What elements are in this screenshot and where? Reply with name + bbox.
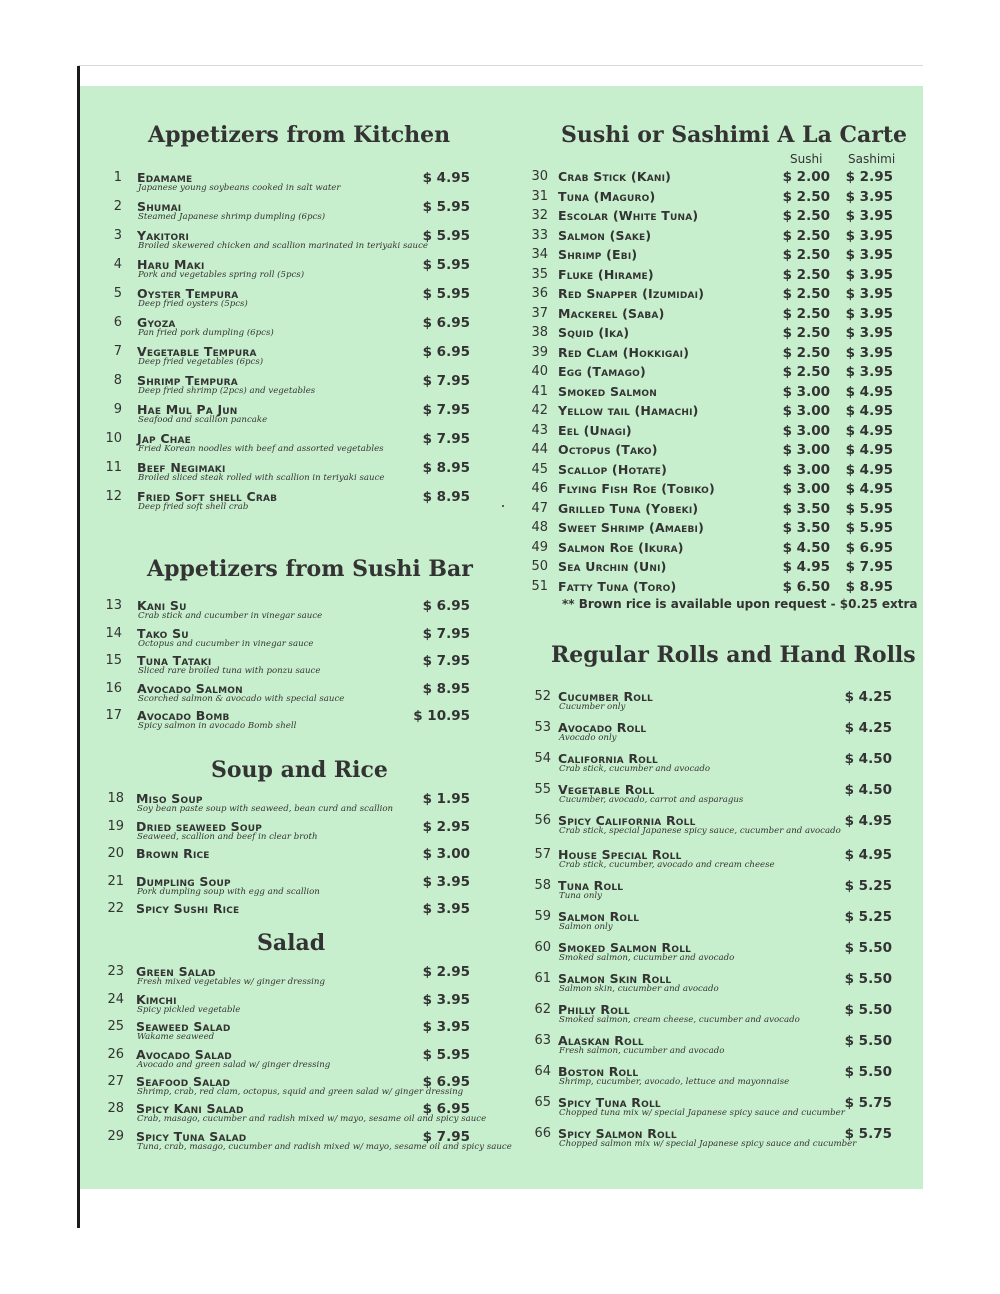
item-number: 66 <box>534 1126 551 1141</box>
item-name: Spicy Sushi Rice <box>136 901 240 916</box>
item-name: Oyster Tempura <box>137 286 239 301</box>
item-price: $ 5.95 <box>422 286 470 302</box>
item-description: Crab stick and cucumber in vinegar sauce <box>138 611 323 621</box>
item-description: Fresh mixed vegetables w/ ginger dressing <box>137 977 325 987</box>
item-name: Dried seaweed Soup <box>136 819 263 834</box>
item-number: 24 <box>107 992 124 1007</box>
item-price: $ 2.95 <box>422 819 470 835</box>
item-description: Soy bean paste soup with seaweed, bean curd and scallion <box>137 804 394 814</box>
item-name: Sweet Shrimp (Amaebi) <box>558 520 705 535</box>
item-name: Edamame <box>137 170 193 185</box>
item-name: Squid (Ika) <box>558 325 630 340</box>
item-price: $ 4.50 <box>844 782 892 798</box>
item-price: $ 5.25 <box>844 909 892 925</box>
item-price: $ 5.75 <box>844 1126 892 1142</box>
item-price: $ 7.95 <box>422 626 470 642</box>
item-name: Tako Su <box>137 626 189 641</box>
item-price: $ 10.95 <box>413 708 470 724</box>
item-description: Smoked salmon, cucumber and avocado <box>559 953 735 963</box>
item-name: Vegetable Roll <box>558 782 655 797</box>
item-name: Salmon Roe (Ikura) <box>558 539 684 555</box>
item-description: Pork and vegetables spring roll (5pcs) <box>138 270 305 280</box>
item-description: Tuna, crab, masago, cucumber and radish mixed w/ mayo, sesame oil and spicy sauce <box>137 1142 512 1152</box>
item-description: Shrimp, crab, red clam, octopus, squid and green salad w/ ginger dressing <box>137 1087 464 1097</box>
sushi-price: $ 4.95 <box>782 559 830 575</box>
item-name: Fatty Tuna (Toro) <box>558 578 677 594</box>
item-description: Chopped salmon mix w/ special Japanese spicy sauce and cucumber <box>559 1139 857 1149</box>
brown-rice-note: ** Brown rice is available upon request - $0.25 extra <box>562 597 918 611</box>
item-name: Beef Negimaki <box>137 460 226 475</box>
item-price: $ 5.95 <box>422 199 470 215</box>
sashimi-price: $ 2.95 <box>845 169 893 185</box>
item-number: 49 <box>531 539 548 555</box>
item-number: 34 <box>531 247 548 262</box>
sushi-price: $ 2.50 <box>782 247 830 263</box>
sashimi-price: $ 3.95 <box>845 364 893 380</box>
item-number: 62 <box>534 1002 551 1017</box>
item-name: Jap Chae <box>137 431 191 446</box>
sashimi-price: $ 4.95 <box>845 403 893 419</box>
sashimi-price: $ 3.95 <box>845 188 893 205</box>
item-price: $ 4.25 <box>844 689 892 705</box>
item-description: Tuna only <box>559 891 602 901</box>
sushi-price: $ 2.50 <box>782 364 830 380</box>
item-name: Tuna (Maguro) <box>558 188 656 204</box>
item-description: Smoked salmon, cream cheese, cucumber and avocado <box>559 1015 800 1025</box>
item-name: Shrimp (Ebi) <box>558 247 638 262</box>
item-number: 56 <box>534 813 551 828</box>
item-price: $ 3.95 <box>422 901 470 917</box>
item-description: Crab stick, special Japanese spicy sauce, cucumber and avocado <box>559 826 841 836</box>
item-number: 61 <box>534 971 551 986</box>
item-number: 65 <box>534 1095 551 1110</box>
item-price: $ 5.50 <box>844 1002 892 1018</box>
item-name: Avocado Roll <box>558 720 647 735</box>
item-number: 13 <box>105 598 122 613</box>
sashimi-price: $ 8.95 <box>845 578 893 595</box>
item-name: Yellow tail (Hamachi) <box>558 403 699 418</box>
item-name: Kimchi <box>136 992 177 1007</box>
item-description: Shrimp, cucumber, avocado, lettuce and mayonnaise <box>559 1077 790 1087</box>
item-name: Fried Soft shell Crab <box>137 489 278 504</box>
item-name: Crab Stick (Kani) <box>558 169 672 184</box>
item-price: $ 5.50 <box>844 940 892 956</box>
item-number: 47 <box>531 500 548 516</box>
item-name: Tuna Tataki <box>137 653 212 668</box>
item-number: 7 <box>113 344 122 359</box>
item-description: Crab stick, cucumber, avocado and cream cheese <box>559 860 775 870</box>
item-number: 28 <box>107 1101 124 1116</box>
item-number: 51 <box>531 578 548 594</box>
item-number: 5 <box>113 286 122 301</box>
item-number: 43 <box>531 422 548 438</box>
item-name: Dumpling Soup <box>136 874 231 889</box>
item-number: 27 <box>107 1074 124 1089</box>
item-number: 35 <box>531 266 548 282</box>
item-price: $ 5.50 <box>844 1033 892 1049</box>
item-name: Avocado Bomb <box>137 708 230 723</box>
item-name: Shumai <box>137 199 182 214</box>
sushi-price: $ 3.00 <box>782 442 830 458</box>
column-header-sushi: Sushi <box>790 152 823 166</box>
item-price: $ 7.95 <box>422 402 470 418</box>
item-description: Japanese young soybeans cooked in salt water <box>138 183 341 193</box>
item-price: $ 8.95 <box>422 681 470 697</box>
item-description: Broiled skewered chicken and scallion marinated in teriyaki sauce <box>138 241 428 251</box>
item-description: Pan fried pork dumpling (6pcs) <box>138 328 274 338</box>
item-name: Green Salad <box>136 964 216 979</box>
sashimi-price: $ 4.95 <box>845 422 893 439</box>
item-number: 17 <box>105 708 122 723</box>
item-price: $ 6.95 <box>422 344 470 360</box>
item-name: Brown Rice <box>136 846 210 861</box>
item-number: 6 <box>113 315 122 330</box>
item-price: $ 5.25 <box>844 878 892 894</box>
section-title-kitchen: Appetizers from Kitchen <box>148 122 451 148</box>
item-name: Salmon Roll <box>558 909 640 924</box>
item-name: Hae Mul Pa Jun <box>137 402 238 417</box>
section-title-soup: Soup and Rice <box>211 757 388 783</box>
item-price: $ 7.95 <box>422 653 470 669</box>
item-number: 54 <box>534 751 551 766</box>
item-description: Spicy salmon in avocado Bomb shell <box>138 721 297 731</box>
item-name: Kani Su <box>137 598 187 613</box>
paper-speck <box>502 505 504 507</box>
item-name: Boston Roll <box>558 1064 639 1079</box>
item-number: 39 <box>531 344 548 360</box>
item-number: 14 <box>105 626 122 641</box>
item-number: 12 <box>105 489 122 504</box>
item-description: Fried Korean noodles with beef and assorted vegetables <box>138 444 384 454</box>
item-name: Tuna Roll <box>558 878 624 893</box>
item-name: Smoked Salmon <box>558 383 657 399</box>
sashimi-price: $ 4.95 <box>845 383 893 400</box>
item-name: Red Clam (Hokkigai) <box>558 344 690 360</box>
item-number: 20 <box>107 846 124 861</box>
item-price: $ 5.50 <box>844 971 892 987</box>
item-number: 32 <box>531 208 548 223</box>
item-number: 38 <box>531 325 548 340</box>
sashimi-price: $ 7.95 <box>845 559 893 575</box>
item-number: 19 <box>107 819 124 834</box>
item-price: $ 6.95 <box>422 598 470 614</box>
item-description: Steamed Japanese shrimp dumpling (6pcs) <box>138 212 326 222</box>
item-description: Broiled sliced steak rolled with scallion in teriyaki sauce <box>138 473 385 483</box>
item-number: 46 <box>531 481 548 496</box>
item-number: 60 <box>534 940 551 955</box>
item-description: Avocado and green salad w/ ginger dressing <box>137 1060 331 1070</box>
item-price: $ 8.95 <box>422 489 470 505</box>
sushi-price: $ 3.50 <box>782 500 830 517</box>
item-name: Seafood Salad <box>136 1074 231 1089</box>
sashimi-price: $ 3.95 <box>845 325 893 341</box>
sushi-price: $ 3.00 <box>782 481 830 497</box>
item-number: 2 <box>113 199 122 214</box>
sushi-price: $ 6.50 <box>782 578 830 595</box>
sushi-price: $ 3.00 <box>782 461 830 478</box>
item-number: 42 <box>531 403 548 418</box>
sashimi-price: $ 6.95 <box>845 539 893 556</box>
sushi-price: $ 3.00 <box>782 422 830 439</box>
item-name: Grilled Tuna (Yobeki) <box>558 500 699 516</box>
item-number: 18 <box>107 791 124 806</box>
sashimi-price: $ 5.95 <box>845 500 893 517</box>
sushi-price: $ 2.50 <box>782 305 830 322</box>
item-name: Avocado Salmon <box>137 681 243 696</box>
item-number: 30 <box>531 169 548 184</box>
section-title-sushi-bar: Appetizers from Sushi Bar <box>147 556 473 582</box>
sashimi-price: $ 3.95 <box>845 266 893 283</box>
sashimi-price: $ 3.95 <box>845 227 893 244</box>
item-description: Avocado only <box>559 733 617 743</box>
item-number: 3 <box>113 228 122 243</box>
item-name: Yakitori <box>137 228 190 243</box>
item-number: 9 <box>113 402 122 417</box>
item-name: Escolar (White Tuna) <box>558 208 699 223</box>
item-number: 59 <box>534 909 551 924</box>
sushi-price: $ 2.00 <box>782 169 830 185</box>
item-number: 23 <box>107 964 124 979</box>
item-price: $ 6.95 <box>422 1074 470 1090</box>
item-price: $ 4.95 <box>422 170 470 186</box>
item-description: Chopped tuna mix w/ special Japanese spicy sauce and cucumber <box>559 1108 845 1118</box>
item-price: $ 7.95 <box>422 373 470 389</box>
sushi-price: $ 2.50 <box>782 286 830 302</box>
item-name: Egg (Tamago) <box>558 364 646 379</box>
item-name: Spicy California Roll <box>558 813 696 828</box>
item-name: Spicy Tuna Salad <box>136 1129 247 1144</box>
item-name: Salmon (Sake) <box>558 227 652 243</box>
sushi-price: $ 2.50 <box>782 344 830 361</box>
item-description: Spicy pickled vegetable <box>137 1005 241 1015</box>
item-number: 57 <box>534 847 551 862</box>
item-description: Cucumber, avocado, carrot and asparagus <box>559 795 744 805</box>
item-name: Haru Maki <box>137 257 205 272</box>
item-number: 64 <box>534 1064 551 1079</box>
item-number: 4 <box>113 257 122 272</box>
item-name: Vegetable Tempura <box>137 344 257 359</box>
item-price: $ 1.95 <box>422 791 470 807</box>
sushi-price: $ 2.50 <box>782 227 830 244</box>
item-name: California Roll <box>558 751 658 766</box>
item-name: Philly Roll <box>558 1002 630 1017</box>
item-number: 55 <box>534 782 551 797</box>
item-price: $ 2.95 <box>422 964 470 980</box>
item-name: Spicy Kani Salad <box>136 1101 244 1116</box>
item-number: 10 <box>105 431 122 446</box>
item-number: 8 <box>113 373 122 388</box>
item-name: Gyoza <box>137 315 176 330</box>
item-name: Shrimp Tempura <box>137 373 238 388</box>
item-number: 29 <box>107 1129 124 1144</box>
item-price: $ 6.95 <box>422 1101 470 1117</box>
item-number: 22 <box>107 901 124 916</box>
item-price: $ 5.95 <box>422 257 470 273</box>
item-description: Deep fried oysters (5pcs) <box>138 299 248 309</box>
item-price: $ 7.95 <box>422 1129 470 1145</box>
item-description: Seaweed, scallion and beef in clear broth <box>137 832 318 842</box>
item-number: 11 <box>105 460 122 475</box>
item-number: 37 <box>531 305 548 321</box>
item-number: 40 <box>531 364 548 379</box>
item-description: Salmon only <box>559 922 613 932</box>
item-name: Octopus (Tako) <box>558 442 658 457</box>
item-number: 26 <box>107 1047 124 1062</box>
item-description: Cucumber only <box>559 702 626 712</box>
sushi-price: $ 4.50 <box>782 539 830 556</box>
item-name: Seaweed Salad <box>136 1019 231 1034</box>
item-name: Miso Soup <box>136 791 203 806</box>
sashimi-price: $ 3.95 <box>845 305 893 322</box>
item-name: Sea Urchin (Uni) <box>558 559 667 574</box>
item-number: 50 <box>531 559 548 574</box>
item-name: Smoked Salmon Roll <box>558 940 692 955</box>
item-number: 36 <box>531 286 548 301</box>
item-price: $ 3.95 <box>422 1019 470 1035</box>
sashimi-price: $ 3.95 <box>845 344 893 361</box>
item-price: $ 5.75 <box>844 1095 892 1111</box>
item-number: 21 <box>107 874 124 889</box>
item-description: Seafood and scallion pancake <box>138 415 268 425</box>
item-description: Wakame seaweed <box>137 1032 215 1042</box>
item-name: Fluke (Hirame) <box>558 266 654 282</box>
item-number: 25 <box>107 1019 124 1034</box>
item-description: Pork dumpling soup with egg and scallion <box>137 887 320 897</box>
item-price: $ 4.95 <box>844 813 892 829</box>
item-name: Flying Fish Roe (Tobiko) <box>558 481 715 496</box>
item-description: Deep fried soft shell crab <box>138 502 249 512</box>
item-number: 31 <box>531 188 548 204</box>
item-description: Crab stick, cucumber and avocado <box>559 764 711 774</box>
item-number: 48 <box>531 520 548 535</box>
section-title-salad: Salad <box>257 930 326 956</box>
item-number: 58 <box>534 878 551 893</box>
item-name: Spicy Tuna Roll <box>558 1095 661 1110</box>
item-name: Avocado Salad <box>136 1047 232 1062</box>
item-price: $ 4.95 <box>844 847 892 863</box>
item-description: Scorched salmon & avocado with special sauce <box>138 694 345 704</box>
item-price: $ 3.95 <box>422 992 470 1008</box>
item-price: $ 5.50 <box>844 1064 892 1080</box>
item-price: $ 8.95 <box>422 460 470 476</box>
item-name: Cucumber Roll <box>558 689 653 704</box>
item-price: $ 7.95 <box>422 431 470 447</box>
sushi-price: $ 3.00 <box>782 403 830 419</box>
item-description: Deep fried vegetables (6pcs) <box>138 357 264 367</box>
sashimi-price: $ 5.95 <box>845 520 893 536</box>
sushi-price: $ 3.00 <box>782 383 830 400</box>
item-price: $ 4.50 <box>844 751 892 767</box>
sushi-price: $ 2.50 <box>782 188 830 205</box>
item-price: $ 6.95 <box>422 315 470 331</box>
sushi-price: $ 2.50 <box>782 266 830 283</box>
item-name: Salmon Skin Roll <box>558 971 672 986</box>
section-title-rolls: Regular Rolls and Hand Rolls <box>551 642 916 668</box>
item-number: 45 <box>531 461 548 477</box>
section-title-a-la-carte: Sushi or Sashimi A La Carte <box>561 122 908 148</box>
column-header-sashimi: Sashimi <box>848 152 896 166</box>
item-description: Fresh salmon, cucumber and avocado <box>559 1046 725 1056</box>
item-name: Scallop (Hotate) <box>558 461 668 477</box>
item-number: 1 <box>113 170 122 185</box>
item-price: $ 4.25 <box>844 720 892 736</box>
item-name: Mackerel (Saba) <box>558 305 665 321</box>
item-description: Octopus and cucumber in vinegar sauce <box>138 639 314 649</box>
paper-top-edge <box>78 65 923 66</box>
item-number: 44 <box>531 442 548 457</box>
item-name: Alaskan Roll <box>558 1033 644 1048</box>
sashimi-price: $ 4.95 <box>845 461 893 478</box>
sushi-price: $ 2.50 <box>782 325 830 341</box>
item-price: $ 5.95 <box>422 228 470 244</box>
item-number: 16 <box>105 681 122 696</box>
item-number: 52 <box>534 689 551 704</box>
item-name: Spicy Salmon Roll <box>558 1126 677 1141</box>
sashimi-price: $ 4.95 <box>845 442 893 458</box>
item-number: 53 <box>534 720 551 735</box>
sashimi-price: $ 4.95 <box>845 481 893 497</box>
sushi-price: $ 2.50 <box>782 208 830 224</box>
sashimi-price: $ 3.95 <box>845 208 893 224</box>
sushi-price: $ 3.50 <box>782 520 830 536</box>
item-number: 41 <box>531 383 548 399</box>
item-description: Crab, masago, cucumber and radish mixed w/ mayo, sesame oil and spicy sauce <box>137 1114 487 1124</box>
item-price: $ 3.00 <box>422 846 470 862</box>
item-number: 15 <box>105 653 122 668</box>
item-description: Sliced rare broiled tuna with ponzu sauce <box>138 666 321 676</box>
item-name: House Special Roll <box>558 847 682 862</box>
item-description: Salmon skin, cucumber and avocado <box>559 984 719 994</box>
item-description: Deep fried shrimp (2pcs) and vegetables <box>138 386 316 396</box>
item-price: $ 3.95 <box>422 874 470 890</box>
item-number: 63 <box>534 1033 551 1048</box>
item-price: $ 5.95 <box>422 1047 470 1063</box>
item-name: Eel (Unagi) <box>558 422 632 438</box>
sashimi-price: $ 3.95 <box>845 286 893 302</box>
item-name: Red Snapper (Izumidai) <box>558 286 705 301</box>
sashimi-price: $ 3.95 <box>845 247 893 263</box>
item-number: 33 <box>531 227 548 243</box>
